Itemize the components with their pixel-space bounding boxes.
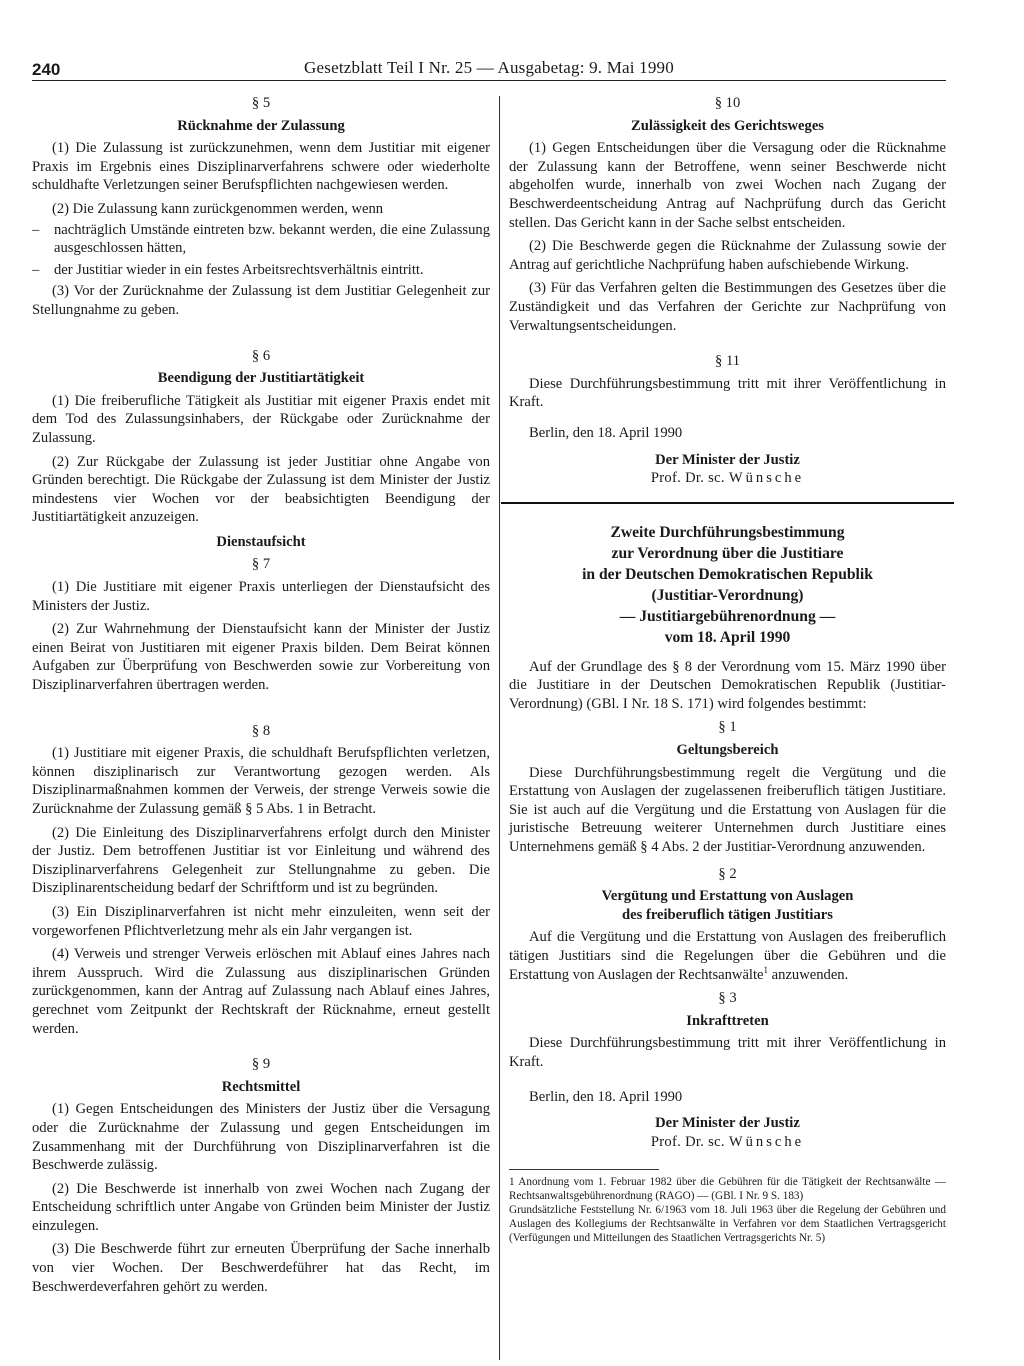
section-7-sign: § 7	[251, 556, 271, 573]
footnote-marker: 1	[763, 964, 769, 975]
signatory-name	[509, 469, 946, 488]
page-header	[32, 58, 946, 81]
paragraph-text: Auf die Vergütung und die Erstattung von Auslagen des freiberuflich tätigen Justitiars sind die Regelungen über die Gebühren und die Erstattung von Auslagen der Rechtsanwälte	[509, 929, 946, 983]
section-6-sign: § 6	[251, 347, 271, 364]
regulation-section-2-paragraph	[509, 928, 946, 984]
dash-item-text: nachträglich Umstände eintreten bzw. bekannt werden, die eine Zulassung ausgeschlossen hätten,	[54, 221, 490, 257]
footnote-separator	[509, 1169, 659, 1170]
section-6-paragraph-2: (2) Zur Rückgabe der Zulassung ist jeder Justitiar ohne Angabe von Gründen berechtigt. Die Rückgabe der Zulassung ist dem Minister der Justiz mindestens vier Wochen vor der beabsichtigten Beendigung der Justitiartätigkeit anzuzeigen.	[32, 453, 490, 526]
section-10-title: Zulässigkeit des Gerichtsweges	[631, 117, 824, 134]
section-separator	[501, 502, 954, 504]
section-9-paragraph-2: (2) Die Beschwerde ist innerhalb von zwei Wochen nach Zugang der Entscheidung schriftlich unter Angabe von Gründen beim Minister der Justiz einzulegen.	[32, 1180, 490, 1234]
regulation-section-3-sign: § 3	[718, 990, 737, 1007]
regulation-title-line-5: — Justitiargebührenordnung —	[619, 607, 836, 625]
regulation-section-2-title-line-2: des freiberuflich tätigen Justitiars	[622, 906, 833, 923]
section-5-paragraph-3: (3) Vor der Zurücknahme der Zulassung ist dem Justitiar Gelegenheit zur Stellungnahme zu geben.	[32, 283, 490, 318]
column-divider	[499, 96, 500, 1360]
section-6-title: Beendigung der Justitiartätigkeit	[157, 370, 365, 387]
section-10-paragraph-1: (1) Gegen Entscheidungen über die Versagung oder die Rücknahme der Zulassung kann der Betroffene, wenn seiner Beschwerde nicht abgeholfen wurde, innerhalb von zwei Wochen nach Zugang der Beschwerdeentscheidung Antrag auf Nachprüfung durch das Gericht stellen. Das Gericht kann in der Sache selbst entscheiden.	[509, 140, 946, 231]
header-title: Gesetzblatt Teil I Nr. 25 — Ausgabetag: 9. Mai 1990	[304, 58, 674, 77]
regulation-title-line-1: Zweite Durchführungsbestimmung	[610, 523, 845, 541]
regulation-title-line-6: vom 18. April 1990	[664, 628, 791, 646]
left-column	[32, 94, 490, 1301]
section-11-paragraph: Diese Durchführungsbestimmung tritt mit ihrer Veröffentlichung in Kraft.	[509, 375, 946, 411]
dienstaufsicht-heading: Dienstaufsicht	[216, 533, 306, 550]
signing-date: Berlin, den 18. April 1990	[529, 424, 683, 441]
footnote-1: 1 Anordnung vom 1. Februar 1982 über die Gebühren für die Tätigkeit der Rechtsanwälte — Rechtsanwaltsgebührenordnung (RAGO) — (GBl. I Nr. 9 S. 183)	[509, 1176, 946, 1203]
section-10-sign: § 10	[714, 95, 741, 111]
section-10-paragraph-2: (2) Die Beschwerde gegen die Rücknahme der Zulassung sowie der Antrag auf gerichtliche Nachprüfung haben aufschiebende Wirkung.	[509, 238, 946, 273]
section-5-sign: § 5	[251, 95, 271, 111]
regulation-title-line-3: in der Deutschen Demokratischen Republik	[582, 565, 873, 583]
section-9-sign: § 9	[251, 1056, 271, 1073]
regulation-section-3-title: Inkrafttreten	[686, 1012, 769, 1029]
regulation-title-line-4: (Justitiar-Verordnung)	[651, 586, 804, 604]
regulation-section-2-title-line-1: Vergütung und Erstattung von Auslagen	[601, 888, 854, 905]
section-10-paragraph-3: (3) Für das Verfahren gelten die Bestimmungen des Gesetzes über die Zuständigkeit und das Verfahren der Gerichte zur Nachprüfung von Verwaltungsentscheidungen.	[509, 280, 946, 334]
regulation-title-line-2: zur Verordnung über die Justitiare	[611, 544, 844, 562]
section-6-paragraph-1: (1) Die freiberufliche Tätigkeit als Justitiar mit eigener Praxis endet mit dem Tod des Zulassungsinhabers, der Rückgabe oder Zurücknahme der Zulassung.	[32, 392, 490, 446]
page-number: 240	[32, 60, 61, 79]
section-5-dash-item-1	[32, 221, 490, 258]
section-8-paragraph-4: (4) Verweis und strenger Verweis erlöschen mit Ablauf eines Jahres nach ihrem Ausspruch. Wird die Zulassung aus disziplinarischen Gründen zurückgenommen, kann der Antrag auf Zulassung nach Ablauf eines Jahres, gerechnet vom Zeitpunkt der Rechtskraft der Rücknahme, erneut gestellt werden.	[32, 946, 490, 1037]
section-5-paragraph-2: (2) Die Zulassung kann zurückgenommen werden, wenn	[52, 200, 384, 217]
regulation-signatory-name	[509, 1133, 946, 1152]
regulation-intro: Auf der Grundlage des § 8 der Verordnung vom 15. März 1990 über die Justitiare in der Deutschen Demokratischen Republik (Justitiar-Verordnung) (GBl. I Nr. 18 S. 171) wird folgendes bestimmt:	[509, 658, 946, 712]
section-7-paragraph-2: (2) Zur Wahrnehmung der Dienstaufsicht kann der Minister der Justiz einen Beirat von Justitiaren mit eigener Praxis bilden. Dem Beirat können Aufgaben zur Überprüfung von Beschwerden sowie zur Vorbereitung von Disziplinarverfahren übertragen werden.	[32, 621, 490, 694]
regulation-section-1-title: Geltungsbereich	[676, 742, 779, 759]
regulation-signing-date: Berlin, den 18. April 1990	[529, 1088, 683, 1105]
section-11-sign: § 11	[715, 353, 740, 370]
section-5-paragraph-1: (1) Die Zulassung ist zurückzunehmen, wenn dem Justitiar mit eigener Praxis im Ergebnis eines Disziplinarverfahrens schwere oder wiederholte schuldhafte Verletzungen seiner Berufspflichten nachgewiesen werden.	[32, 140, 490, 194]
signatory-title: Prof. Dr. sc.	[650, 1133, 725, 1150]
paragraph-text: anzuwenden.	[768, 966, 849, 983]
section-8-sign: § 8	[251, 722, 271, 739]
section-8-paragraph-2: (2) Die Einleitung des Disziplinarverfahrens erfolgt durch den Minister der Justiz. Dem betroffenen Justitiar ist vor Einleitung und während des Disziplinarverfahrens Gelegenheit zur Stellungnahme zu geben. Die Disziplinarentscheidung bedarf der Schriftform und ist zu begründen.	[32, 824, 490, 897]
dash-marker: –	[32, 261, 40, 278]
signatory-office: Der Minister der Justiz	[655, 451, 800, 468]
section-9-title: Rechtsmittel	[221, 1078, 301, 1095]
section-9-paragraph-3: (3) Die Beschwerde führt zur erneuten Überprüfung der Sache innerhalb von vier Wochen. Der Beschwerdeführer hat das Recht, im Beschwerdeverfahren gehört zu werden.	[32, 1241, 490, 1295]
section-8-paragraph-3: (3) Ein Disziplinarverfahren ist nicht mehr einzuleiten, wenn seit der vorgeworfenen Pflichtverletzung mehr als ein Jahr vergangen ist.	[32, 903, 490, 939]
regulation-signatory-office: Der Minister der Justiz	[655, 1115, 800, 1132]
regulation-section-2-sign: § 2	[718, 865, 737, 882]
signatory-title: Prof. Dr. sc.	[650, 470, 725, 487]
section-5-dash-item-2	[32, 261, 490, 280]
footnotes	[509, 1176, 946, 1245]
dash-item-text: der Justitiar wieder in ein festes Arbeitsrechtsverhältnis eintritt.	[54, 261, 424, 278]
footnote-2: Grundsätzliche Feststellung Nr. 6/1963 vom 18. Juli 1963 über die Regelung der Gebühren und Auslagen des Kollegiums der Rechtsanwälte in Verfahren vor dem Staatlichen Vertragsgericht (Verfügungen und Mitteilungen des Staatlichen Vertragsgerichts Nr. 5)	[509, 1203, 946, 1244]
signatory-surname: Wünsche	[728, 470, 805, 487]
signatory-surname: Wünsche	[728, 1133, 805, 1150]
dash-marker: –	[32, 221, 40, 238]
section-7-paragraph-1: (1) Die Justitiare mit eigener Praxis unterliegen der Dienstaufsicht des Ministers der Justiz.	[32, 579, 490, 614]
section-5-title: Rücknahme der Zulassung	[177, 117, 345, 134]
section-9-paragraph-1: (1) Gegen Entscheidungen des Ministers der Justiz über die Versagung oder die Zurücknahme der Zulassung und gegen Entscheidungen im Zusammenhang mit der Durchführung von Disziplinarverfahren ist die Beschwerde zulässig.	[32, 1101, 490, 1174]
regulation-section-1-paragraph: Diese Durchführungsbestimmung regelt die Vergütung und die Erstattung von Auslagen der zugelassenen freiberuflich tätigen Justitiare. Sie ist auch auf die Vergütung und die Erstattung von Auslagen für die juristische Betreuung weiterer Unternehmen durch Justitiare eines Unternehmens gemäß § 4 Abs. 2 der Justitiar-Verordnung anzuwenden.	[509, 764, 946, 856]
regulation-section-1-sign: § 1	[718, 719, 737, 736]
regulation-section-3-paragraph: Diese Durchführungsbestimmung tritt mit ihrer Veröffentlichung in Kraft.	[509, 1035, 946, 1070]
right-column	[509, 94, 946, 1245]
section-8-paragraph-1: (1) Justitiare mit eigener Praxis, die schuldhaft Berufspflichten verletzen, können disziplinarisch zur Verantwortung gezogen werden. Als Disziplinarmaßnahmen kommen der Verweis, der strenge Verweis sowie die Zurücknahme der Zulassung gemäß § 5 Abs. 1 in Betracht.	[32, 745, 490, 817]
